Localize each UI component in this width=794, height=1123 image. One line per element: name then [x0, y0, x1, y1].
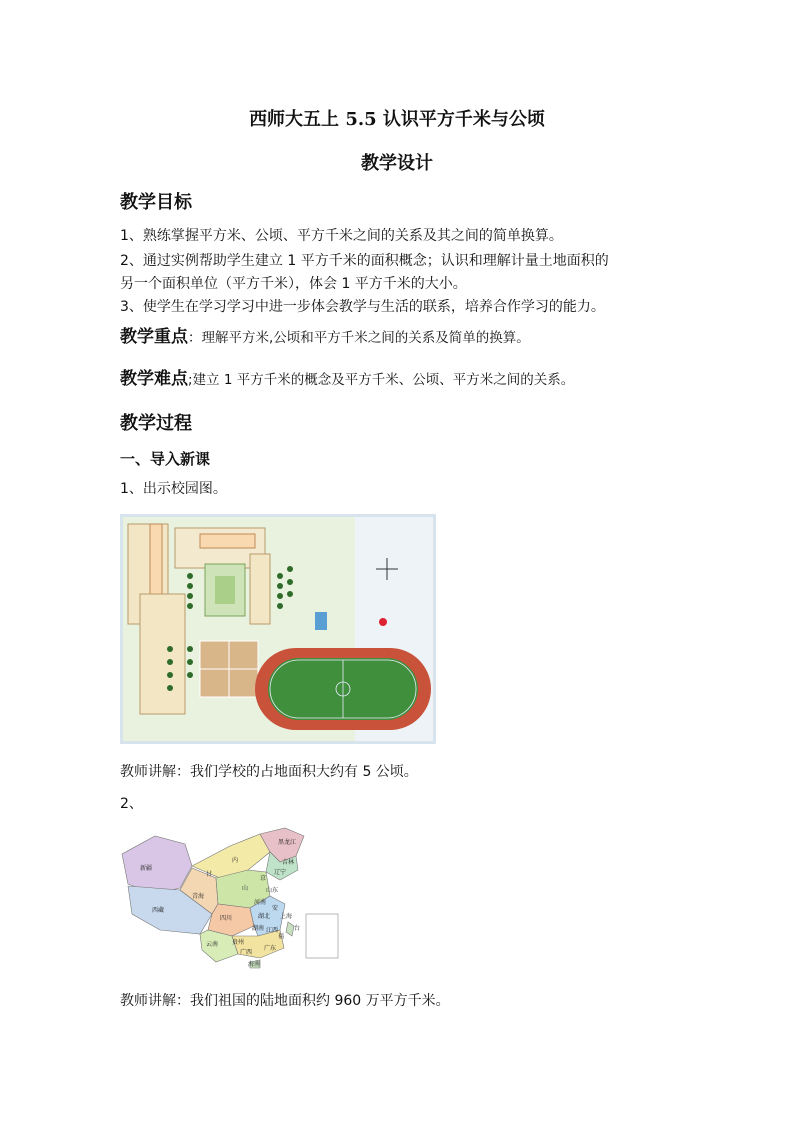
difficult-point-separator: ;	[188, 372, 193, 388]
building-southwest	[140, 594, 185, 714]
label-anhui: 安	[272, 905, 279, 912]
section-1-heading: 一、导入新课	[120, 450, 211, 468]
label-beijing: 京	[260, 875, 267, 882]
label-henan: 河南	[254, 899, 267, 906]
label-sichuan: 四川	[220, 915, 233, 922]
entrance-marker	[379, 618, 387, 626]
process-heading: 教学过程	[120, 413, 192, 434]
objectives-heading: 教学目标	[120, 192, 192, 213]
courtyard-lawn	[215, 576, 235, 604]
objective-2-line-2: 另一个面积单位（平方千米），体会 1 平方千米的大小。	[120, 276, 467, 292]
label-fujian: 福	[278, 933, 285, 940]
objective-3: 3、使学生在学习学习中进一步体会教学与生活的联系，培养合作学习的能力。	[120, 299, 605, 315]
key-point-label: 教学重点	[120, 327, 188, 347]
label-hunan: 湖南	[252, 925, 265, 932]
difficult-point	[120, 369, 574, 390]
gate-structure	[315, 612, 327, 630]
label-shanxi: 山	[242, 885, 249, 892]
label-taiwan: 台	[294, 925, 301, 932]
label-liaoning: 辽宁	[274, 869, 287, 876]
objective-1: 1、熟练掌握平方米、公顷、平方千米之间的关系及其之间的简单换算。	[120, 228, 563, 244]
key-point-text: 理解平方米,公顷和平方千米之间的关系及简单的换算。	[201, 330, 530, 346]
key-point-separator: ：	[188, 330, 202, 346]
label-jiangxi: 江西	[266, 927, 279, 934]
campus-map-image	[120, 514, 436, 744]
label-hubei: 湖北	[258, 913, 271, 920]
label-xizang: 西藏	[152, 907, 165, 914]
label-jilin: 吉林	[282, 859, 295, 866]
china-map-image	[120, 826, 342, 970]
label-guangdong: 广东	[264, 945, 277, 952]
label-hainan: 海南	[248, 961, 261, 968]
label-heilongjiang: 黑龙江	[278, 839, 297, 846]
step-1: 1、出示校园图。	[120, 481, 227, 497]
label-xinjiang: 新疆	[140, 865, 153, 872]
label-guangxi: 广西	[240, 949, 253, 956]
objective-2-line-1: 2、通过实例帮助学生建立 1 平方千米的面积概念；认识和理解计量土地面积的	[120, 253, 609, 269]
step-2: 2、	[120, 796, 143, 812]
teacher-explanation-2: 教师讲解：我们祖国的陆地面积约 960 万平方千米。	[120, 993, 450, 1009]
building-east	[250, 554, 270, 624]
teacher-explanation-1: 教师讲解：我们学校的占地面积大约有 5 公顷。	[120, 764, 418, 780]
label-gansu: 甘	[206, 871, 213, 878]
document-title: 西师大五上 5.5 认识平方千米与公顷	[249, 109, 545, 130]
difficult-point-label: 教学难点	[120, 369, 188, 389]
label-shandong: 山东	[266, 887, 279, 894]
document-subtitle: 教学设计	[361, 153, 433, 174]
label-shanghai: 上海	[280, 913, 293, 920]
label-guizhou: 贵州	[232, 939, 245, 946]
south-sea-inset	[306, 914, 338, 958]
label-qinghai: 青海	[192, 893, 205, 900]
label-neimeng: 内	[232, 857, 239, 864]
label-yunnan: 云南	[206, 941, 219, 948]
difficult-point-text: 建立 1 平方千米的概念及平方千米、公顷、平方米之间的关系。	[192, 372, 575, 388]
key-point	[120, 327, 530, 348]
building-north-wing	[200, 534, 255, 548]
